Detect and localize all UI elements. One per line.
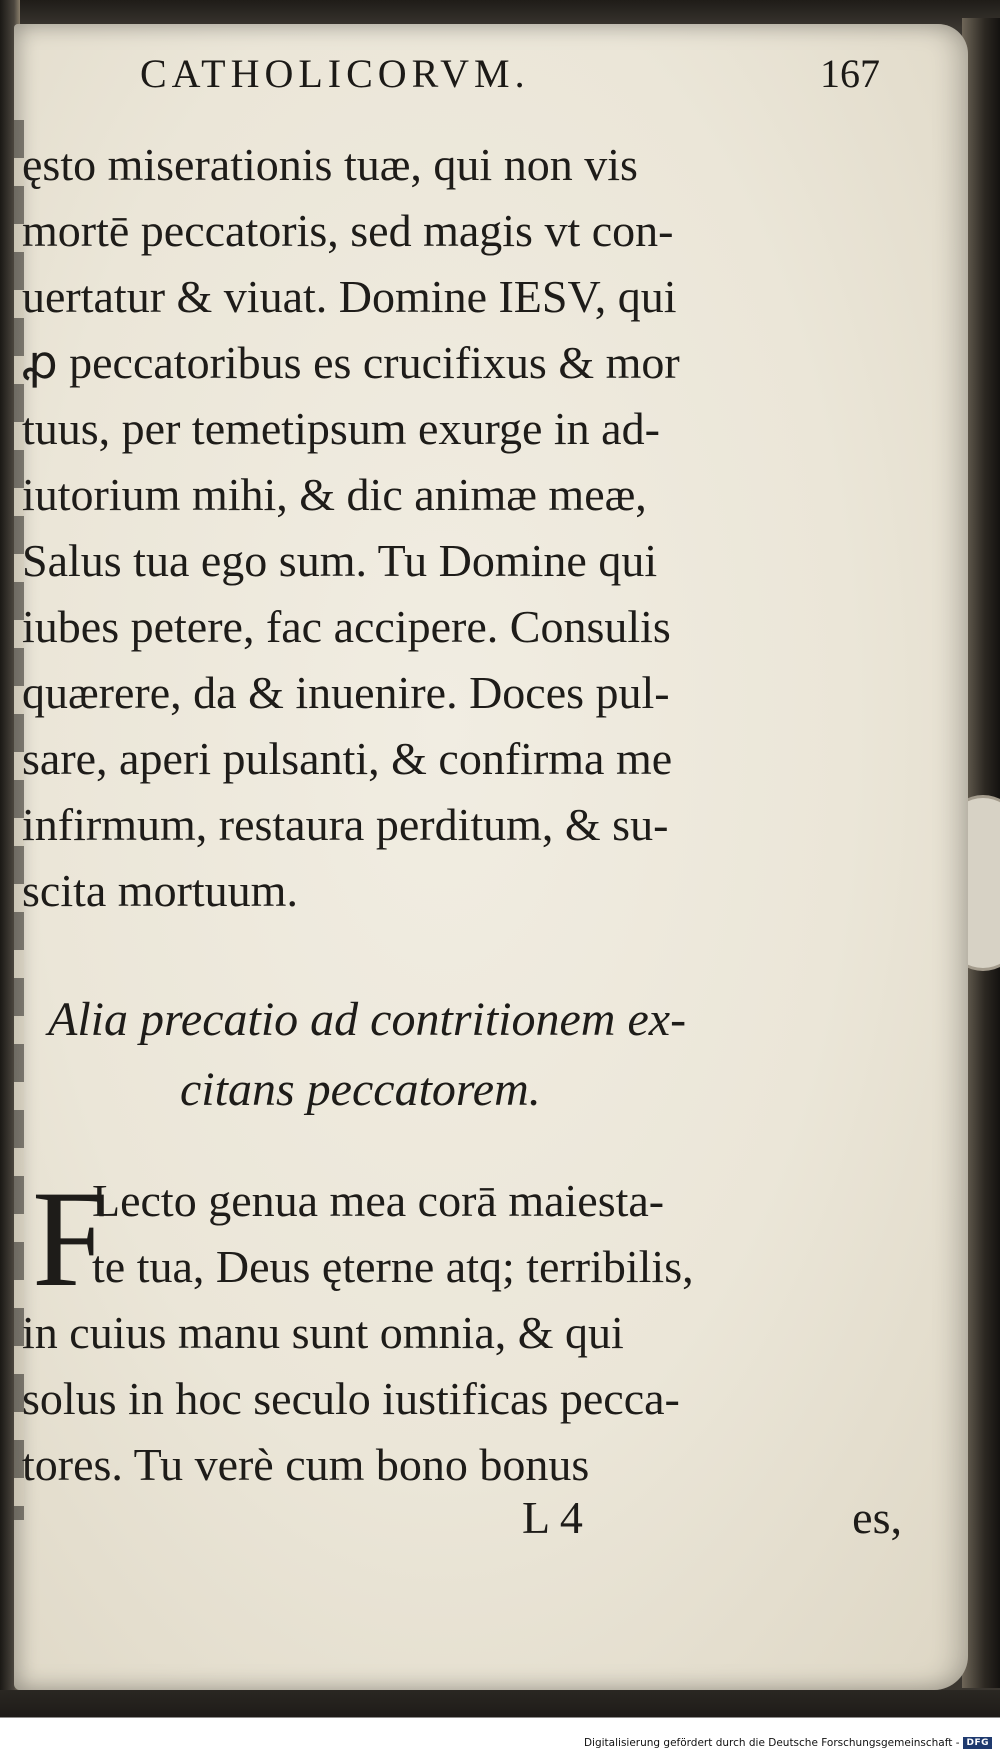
heading-line: citans peccatorem. <box>180 1063 541 1116</box>
running-title: CATHOLICORVM. <box>140 51 530 96</box>
text-line: ꝓ peccatoribus es crucifixus & mor <box>22 337 680 388</box>
signature-mark: L 4 <box>522 1492 583 1543</box>
catchword: es, <box>852 1492 902 1543</box>
page-header <box>140 50 880 110</box>
text-line: in cuius manu sunt omnia, & qui <box>22 1307 624 1358</box>
text-line: iubes petere, fac accipere. Consulis <box>22 601 671 652</box>
dfg-logo: DFG <box>963 1737 992 1749</box>
drop-cap-initial: F <box>32 1162 109 1315</box>
page-number: 167 <box>820 51 880 96</box>
text-line: tuus, per temetipsum exurge in ad- <box>22 403 660 454</box>
text-line: sare, aperi pulsanti, & confirma me <box>22 733 673 784</box>
text-line: te tua, Deus ęterne atq; terribilis, <box>92 1241 694 1292</box>
text-line: mortē peccatoris, sed magis vt con- <box>22 205 674 256</box>
text-line: scita mortuum. <box>22 865 298 916</box>
credit-text: Digitalisierung gefördert durch die Deutsche Forschungsgemeinschaft - <box>583 1736 960 1749</box>
page-footer-line <box>22 1485 902 1551</box>
digitization-credit <box>584 1734 992 1751</box>
heading-line: Alia precatio ad contritionem ex- <box>48 993 687 1046</box>
text-line: solus in hoc seculo iustificas pecca- <box>22 1373 680 1424</box>
prayer-paragraph <box>22 132 902 924</box>
prayer-paragraph-2 <box>22 1162 902 1498</box>
text-line: Salus tua ego sum. Tu Domine qui <box>22 535 658 586</box>
text-line: ęsto miserationis tuæ, qui non vis <box>22 139 638 190</box>
text-line: Lecto genua mea corā maiesta- <box>92 1175 665 1226</box>
text-line: uertatur & viuat. Domine IESV, qui <box>22 271 677 322</box>
section-heading <box>48 985 918 1125</box>
text-line: iutorium mihi, & dic animæ meæ, <box>22 469 647 520</box>
text-line: quærere, da & inuenire. Doces pul- <box>22 667 670 718</box>
text-line: infirmum, restaura perditum, & su- <box>22 799 669 850</box>
text-line: tores. Tu verè cum bono bonus <box>22 1439 590 1490</box>
